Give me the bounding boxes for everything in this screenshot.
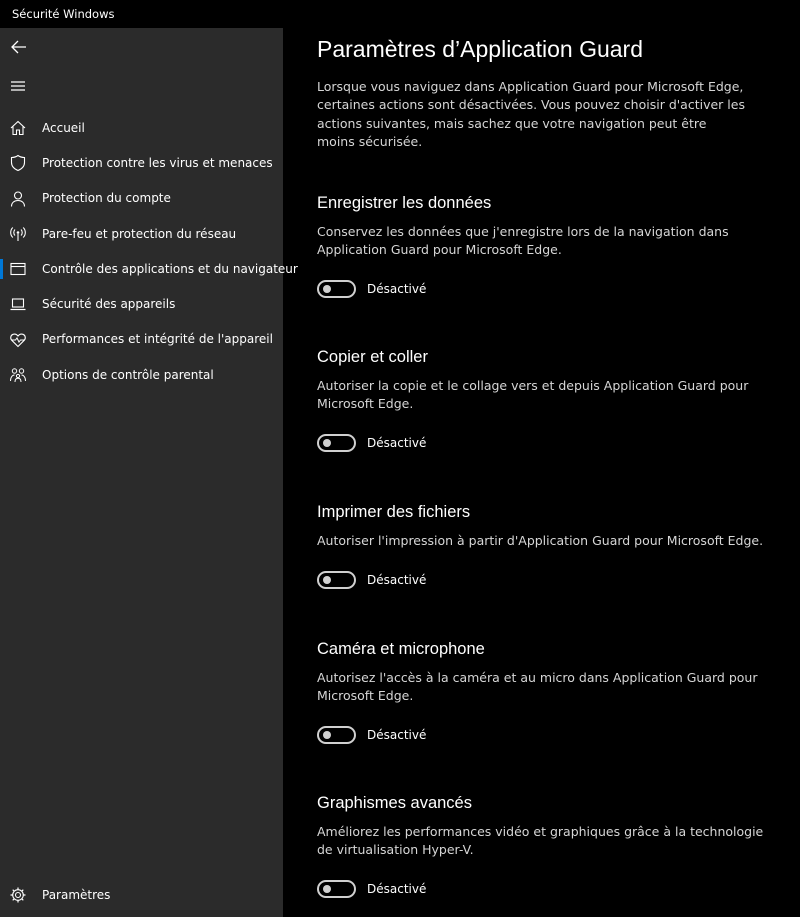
sidebar-item-firewall[interactable] — [0, 216, 283, 251]
toggle-state-label: Désactivé — [367, 282, 427, 296]
browser-window-icon — [9, 260, 27, 278]
section-title: Copier et coller — [317, 348, 428, 366]
sidebar-item-label: Options de contrôle parental — [42, 367, 214, 382]
section-description: Autorisez l'accès à la caméra et au micro dans Application Guard pour Microsoft Edge. — [317, 670, 758, 704]
sidebar-item-app-browser-control[interactable] — [0, 251, 298, 286]
advanced-graphics-toggle[interactable] — [317, 880, 356, 898]
page-title: Paramètres d’Application Guard — [317, 36, 643, 62]
print-files-toggle-row[interactable] — [317, 571, 426, 589]
section-title: Enregistrer les données — [317, 194, 492, 212]
copy-paste-toggle-row[interactable] — [317, 434, 426, 452]
menu-button[interactable] — [8, 75, 30, 97]
laptop-icon — [9, 295, 27, 313]
heart-pulse-icon — [9, 331, 27, 349]
section-title: Graphismes avancés — [317, 794, 472, 812]
section-description: Conservez les données que j'enregistre lors de la navigation dans Application Guard pour Microsoft Edge. — [317, 224, 729, 258]
section-description: Autoriser la copie et le collage vers et depuis Application Guard pour Microsoft Edge. — [317, 378, 749, 412]
gear-icon — [9, 886, 27, 904]
copy-paste-toggle[interactable] — [317, 434, 356, 452]
hamburger-icon — [8, 75, 30, 97]
sidebar-item-label: Contrôle des applications et du navigateur — [42, 261, 298, 276]
sidebar-item-home[interactable] — [0, 110, 283, 145]
family-icon — [9, 366, 27, 384]
sidebar-item-settings[interactable] — [0, 878, 283, 912]
sidebar-item-account-protection[interactable] — [0, 181, 283, 216]
advanced-graphics-toggle-row[interactable] — [317, 880, 426, 898]
camera-microphone-toggle-row[interactable] — [317, 726, 426, 744]
section-print-files — [317, 503, 787, 587]
section-advanced-graphics — [317, 794, 787, 896]
section-title: Imprimer des fichiers — [317, 503, 471, 521]
toggle-knob — [323, 439, 331, 447]
section-save-data — [317, 194, 787, 296]
sidebar-item-device-performance[interactable] — [0, 322, 283, 357]
back-arrow-icon — [8, 36, 30, 58]
sidebar-item-label: Sécurité des appareils — [42, 297, 176, 312]
intro-text: Lorsque vous naviguez dans Application Guard pour Microsoft Edge, certaines actions sont désactivées. Vous pouvez choisir d'activer les actions suivantes, mais sachez que votre navigation peut être moins sécurisée. — [317, 79, 745, 150]
sidebar-item-label: Accueil — [42, 120, 85, 135]
toggle-state-label: Désactivé — [367, 573, 427, 587]
section-title: Caméra et microphone — [317, 640, 485, 658]
home-icon — [9, 119, 27, 137]
toggle-knob — [323, 885, 331, 893]
title-bar — [0, 0, 800, 28]
toggle-state-label: Désactivé — [367, 882, 427, 896]
section-description: Améliorez les performances vidéo et graphiques grâce à la technologie de virtualisation Hyper-V. — [317, 824, 764, 858]
sidebar-item-label: Protection contre les virus et menaces — [42, 155, 273, 170]
back-button[interactable] — [8, 36, 30, 58]
toggle-knob — [323, 731, 331, 739]
sidebar-item-device-security[interactable] — [0, 286, 283, 321]
sidebar-item-label: Performances et intégrité de l'appareil — [42, 332, 273, 347]
section-description: Autoriser l'impression à partir d'Application Guard pour Microsoft Edge. — [317, 533, 764, 548]
settings-label: Paramètres — [42, 888, 111, 902]
toggle-state-label: Désactivé — [367, 728, 427, 742]
print-files-toggle[interactable] — [317, 571, 356, 589]
sidebar-item-family-options[interactable] — [0, 357, 283, 392]
sidebar-nav — [0, 110, 298, 392]
sidebar-item-label: Protection du compte — [42, 191, 171, 206]
sidebar-item-virus-protection[interactable] — [0, 145, 283, 180]
shield-icon — [9, 154, 27, 172]
save-data-toggle-row[interactable] — [317, 280, 426, 298]
toggle-state-label: Désactivé — [367, 436, 427, 450]
section-copy-paste — [317, 348, 787, 450]
section-camera-microphone — [317, 640, 787, 742]
sidebar — [0, 28, 298, 917]
toggle-knob — [323, 285, 331, 293]
window-title: Sécurité Windows — [12, 7, 115, 21]
person-icon — [9, 190, 27, 208]
toggle-knob — [323, 576, 331, 584]
save-data-toggle[interactable] — [317, 280, 356, 298]
sidebar-item-label: Pare-feu et protection du réseau — [42, 226, 237, 241]
antenna-icon — [9, 225, 27, 243]
camera-microphone-toggle[interactable] — [317, 726, 356, 744]
